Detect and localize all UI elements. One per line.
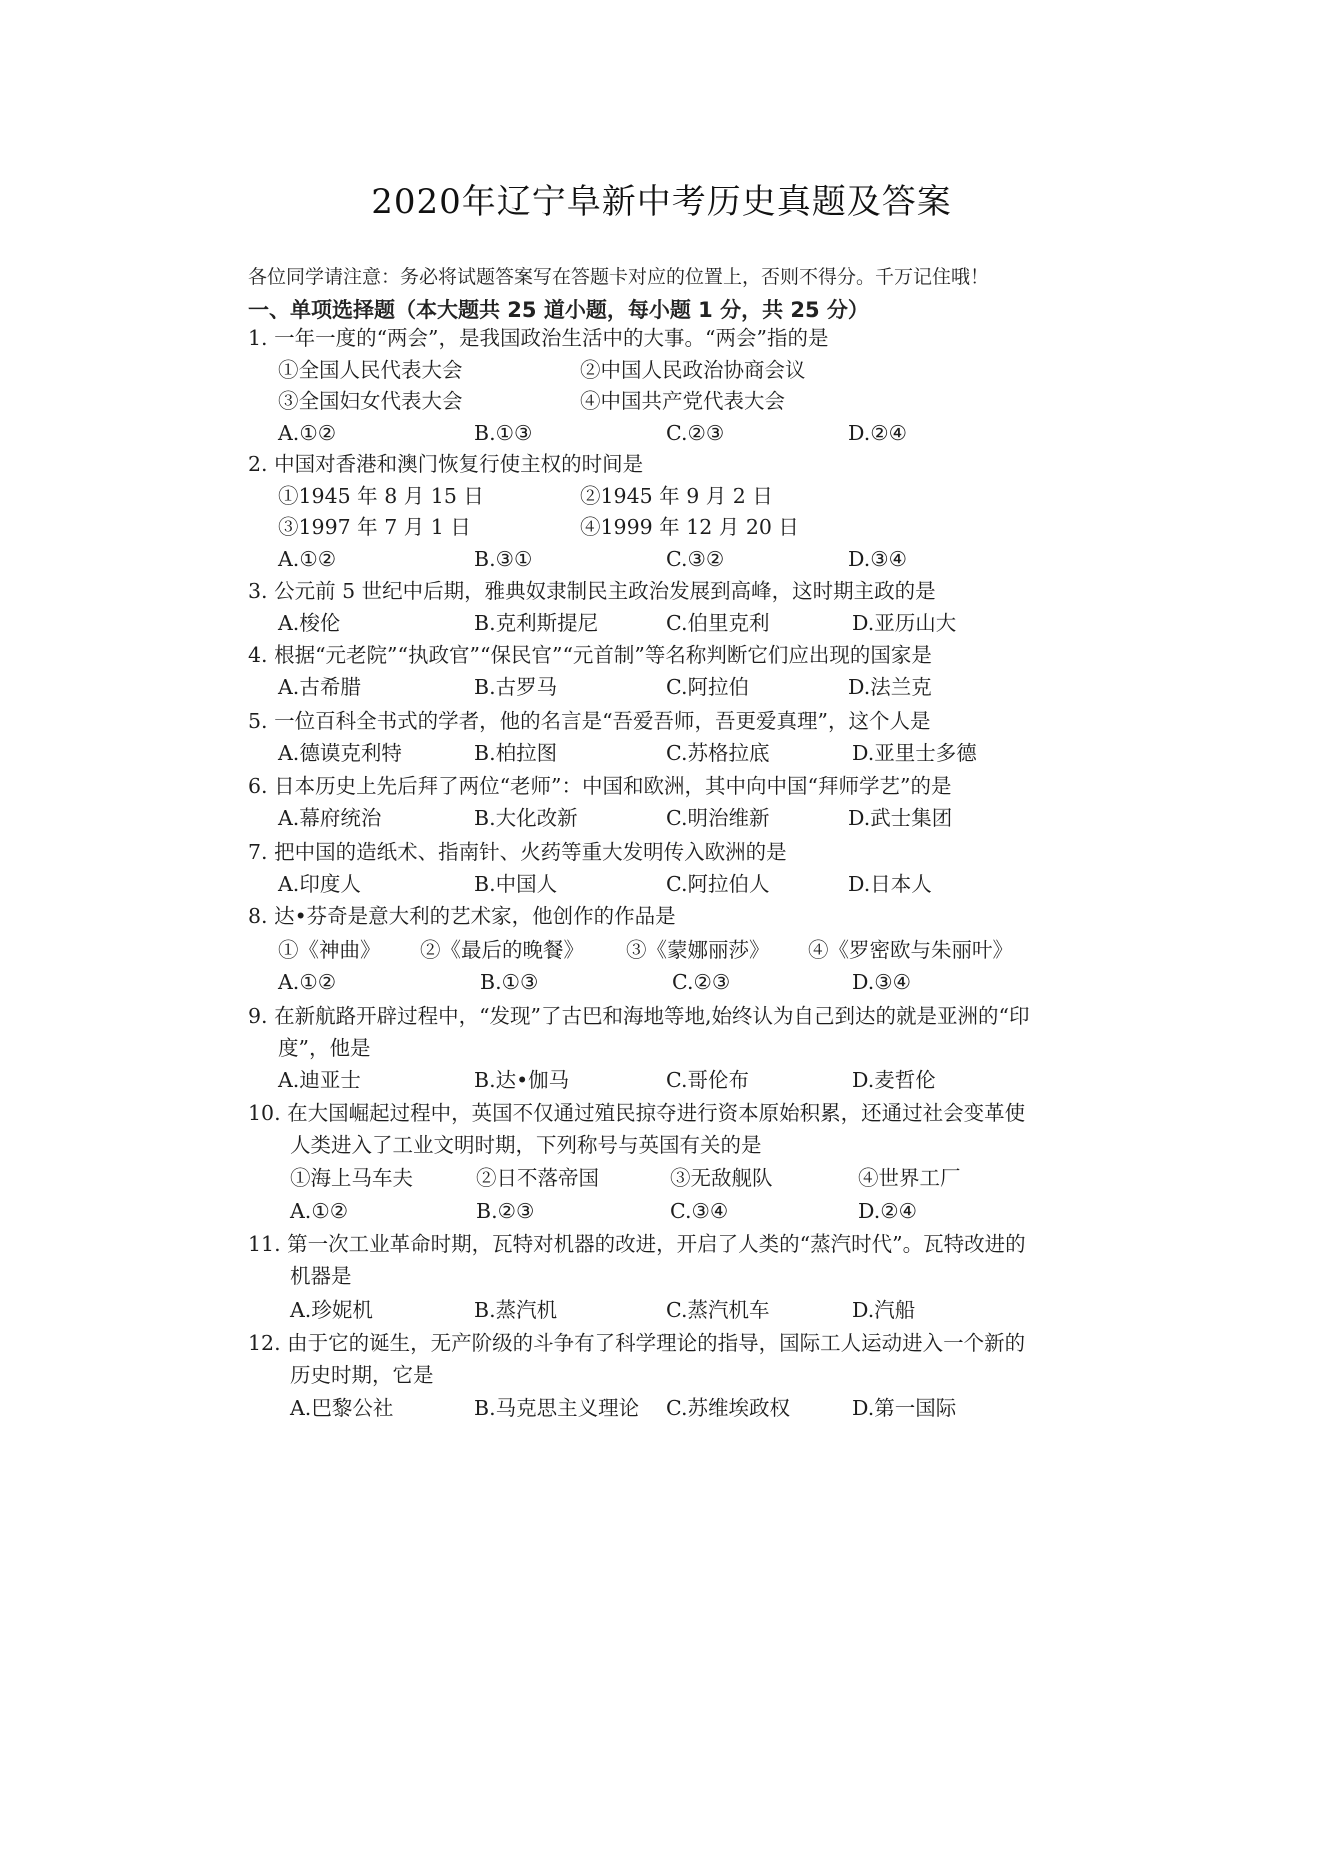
question-12-option-b: B.马克思主义理论 [474,1396,640,1420]
question-8-item-4: ④《罗密欧与朱丽叶》 [808,938,1013,962]
question-8-stem: 8. 达•芬奇是意大利的艺术家，他创作的作品是 [248,904,676,928]
question-1-item-4: ④中国共产党代表大会 [580,389,785,413]
question-11-option-b: B.蒸汽机 [474,1298,558,1322]
question-3-option-d: D.亚历山大 [852,611,957,635]
question-12-stem-line-2: 历史时期，它是 [290,1363,434,1387]
question-10-option-c: C.③④ [670,1199,729,1223]
question-1-option-c: C.②③ [666,421,725,445]
question-3-stem: 3. 公元前 5 世纪中后期，雅典奴隶制民主政治发展到高峰，这时期主政的是 [248,579,936,603]
question-11-option-a: A.珍妮机 [290,1298,373,1322]
question-5-option-c: C.苏格拉底 [666,741,770,765]
question-3-option-b: B.克利斯提尼 [474,611,599,635]
question-10-item-3: ③无敌舰队 [670,1166,773,1190]
question-8-item-1: ①《神曲》 [278,938,381,962]
notice-text: 各位同学请注意：务必将试题答案写在答题卡对应的位置上，否则不得分。千万记住哦！ [248,266,990,288]
question-10-stem-line-2: 人类进入了工业文明时期，下列称号与英国有关的是 [290,1133,762,1157]
question-9-stem-line-1: 9. 在新航路开辟过程中，“发现”了古巴和海地等地,始终认为自己到达的就是亚洲的“印 [248,1004,1030,1028]
question-1-stem: 1. 一年一度的“两会”，是我国政治生活中的大事。“两会”指的是 [248,326,829,350]
question-2-option-a: A.①② [278,547,337,571]
question-6-option-d: D.武士集团 [848,806,953,830]
question-5-option-d: D.亚里士多德 [852,741,977,765]
section-heading: 一、单项选择题（本大题共 25 道小题，每小题 1 分，共 25 分） [248,298,869,322]
question-9-stem-line-2: 度”，他是 [278,1036,371,1060]
question-8-option-a: A.①② [278,970,337,994]
question-2-option-d: D.③④ [848,547,907,571]
question-9-option-c: C.哥伦布 [666,1068,749,1092]
question-5-option-a: A.德谟克利特 [278,741,402,765]
question-9-option-a: A.迪亚士 [278,1068,361,1092]
question-10-item-1: ①海上马车夫 [290,1166,413,1190]
question-2-item-2: ②1945 年 9 月 2 日 [580,484,773,508]
question-3-option-a: A.梭伦 [278,611,341,635]
question-10-stem-line-1: 10. 在大国崛起过程中，英国不仅通过殖民掠夺进行资本原始积累，还通过社会变革使 [248,1101,1026,1125]
question-8-item-3: ③《蒙娜丽莎》 [626,938,770,962]
question-7-option-d: D.日本人 [848,872,932,896]
question-2-option-c: C.③② [666,547,725,571]
question-2-option-b: B.③① [474,547,533,571]
page-title: 2020年辽宁阜新中考历史真题及答案 [371,182,952,222]
question-8-option-d: D.③④ [852,970,911,994]
question-2-item-1: ①1945 年 8 月 15 日 [278,484,484,508]
question-6-option-a: A.幕府统治 [278,806,382,830]
question-3-option-c: C.伯里克利 [666,611,770,635]
question-8-option-c: C.②③ [672,970,731,994]
question-9-option-b: B.达•伽马 [474,1068,570,1092]
question-1-item-3: ③全国妇女代表大会 [278,389,463,413]
question-1-option-a: A.①② [278,421,337,445]
question-2-stem: 2. 中国对香港和澳门恢复行使主权的时间是 [248,452,644,476]
question-11-option-c: C.蒸汽机车 [666,1298,770,1322]
question-12-option-c: C.苏维埃政权 [666,1396,790,1420]
question-10-item-4: ④世界工厂 [858,1166,961,1190]
question-12-option-d: D.第一国际 [852,1396,957,1420]
question-12-stem-line-1: 12. 由于它的诞生，无产阶级的斗争有了科学理论的指导，国际工人运动进入一个新的 [248,1331,1026,1355]
question-8-option-b: B.①③ [480,970,539,994]
question-11-stem-line-1: 11. 第一次工业革命时期，瓦特对机器的改进，开启了人类的“蒸汽时代”。瓦特改进的 [248,1232,1026,1256]
question-7-option-b: B.中国人 [474,872,558,896]
question-4-option-a: A.古希腊 [278,675,361,699]
question-6-option-c: C.明治维新 [666,806,770,830]
question-8-item-2: ②《最后的晚餐》 [420,938,584,962]
question-9-option-d: D.麦哲伦 [852,1068,936,1092]
question-1-item-1: ①全国人民代表大会 [278,358,463,382]
question-4-stem: 4. 根据“元老院”“执政官”“保民官”“元首制”等名称判断它们应出现的国家是 [248,643,932,667]
question-1-option-d: D.②④ [848,421,907,445]
question-10-option-a: A.①② [290,1199,349,1223]
question-5-stem: 5. 一位百科全书式的学者，他的名言是“吾爱吾师，吾更爱真理”，这个人是 [248,709,931,733]
question-7-option-c: C.阿拉伯人 [666,872,770,896]
question-5-option-b: B.柏拉图 [474,741,558,765]
question-7-option-a: A.印度人 [278,872,361,896]
question-10-option-b: B.②③ [476,1199,535,1223]
question-6-option-b: B.大化改新 [474,806,578,830]
question-1-item-2: ②中国人民政治协商会议 [580,358,806,382]
question-2-item-3: ③1997 年 7 月 1 日 [278,515,471,539]
question-7-stem: 7. 把中国的造纸术、指南针、火药等重大发明传入欧洲的是 [248,840,787,864]
question-2-item-4: ④1999 年 12 月 20 日 [580,515,799,539]
question-11-option-d: D.汽船 [852,1298,916,1322]
question-4-option-b: B.古罗马 [474,675,558,699]
question-6-stem: 6. 日本历史上先后拜了两位“老师”：中国和欧洲，其中向中国“拜师学艺”的是 [248,774,952,798]
question-11-stem-line-2: 机器是 [290,1264,352,1288]
question-4-option-c: C.阿拉伯 [666,675,749,699]
question-12-option-a: A.巴黎公社 [290,1396,394,1420]
question-10-item-2: ②日不落帝国 [476,1166,599,1190]
question-10-option-d: D.②④ [858,1199,917,1223]
question-1-option-b: B.①③ [474,421,533,445]
question-4-option-d: D.法兰克 [848,675,932,699]
